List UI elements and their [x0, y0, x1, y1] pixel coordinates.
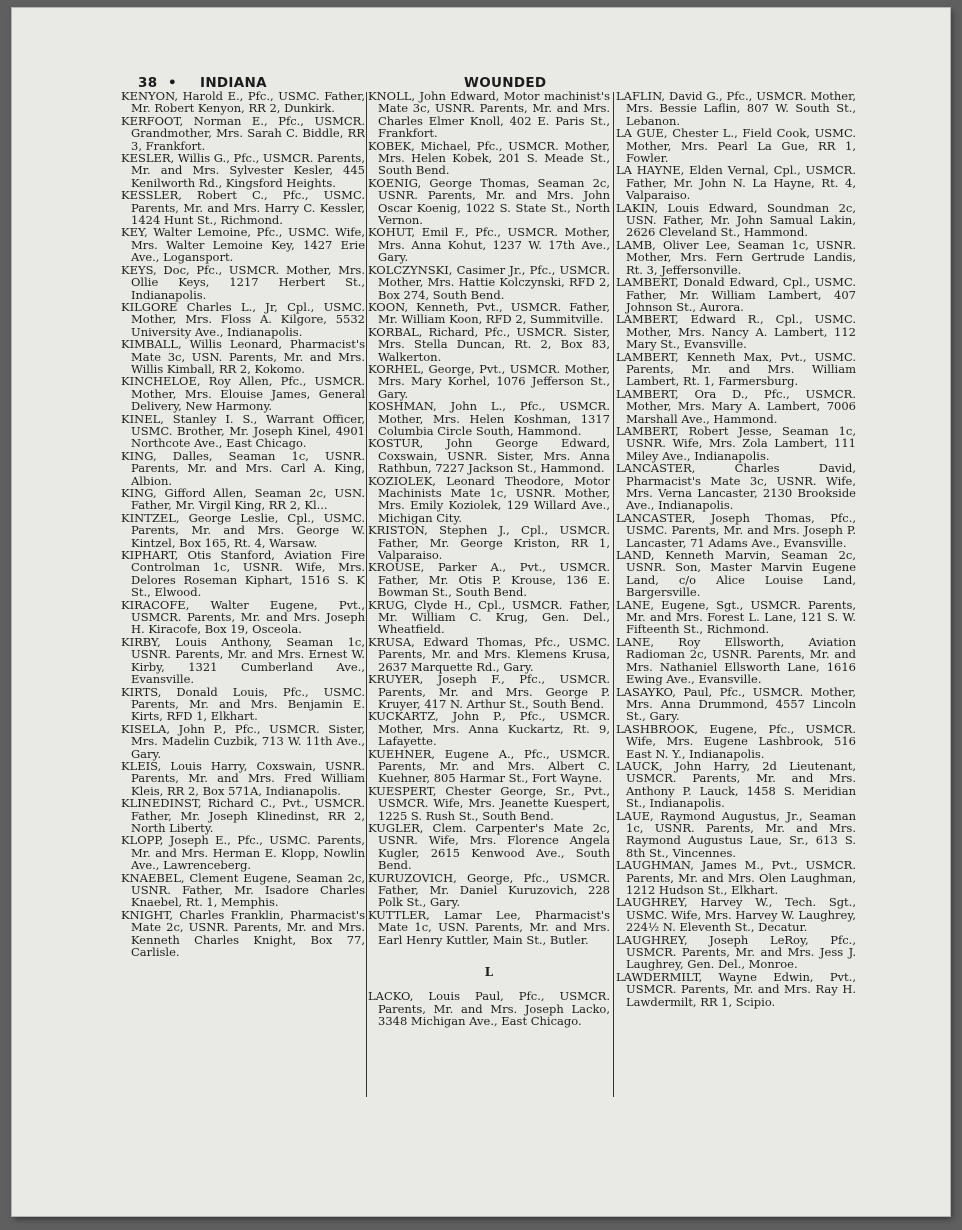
casualty-entry: LAKIN, Louis Edward, Soundman 2c, USN. Father, Mr. John Samual Lakin, 2626 Cleveland St., Hammond.: [616, 200, 856, 240]
casualty-entry: KNIGHT, Charles Franklin, Pharmacist's Mate 2c, USNR. Parents, Mr. and Mrs. Kenneth Charles Knight, Box 77, Carlisle.: [121, 907, 365, 960]
casualty-entry: KRISTON, Stephen J., Cpl., USMCR. Father, Mr. George Kriston, RR 1, Valparaiso.: [368, 523, 610, 563]
casualty-entry: KIRTS, Donald Louis, Pfc., USMC. Parents, Mr. and Mrs. Benjamin E. Kirts, RFD 1, Elkhart.: [121, 684, 365, 724]
casualty-entry: KEY, Walter Lemoine, Pfc., USMC. Wife, Mrs. Walter Lemoine Key, 1427 Erie Ave., Logansport.: [121, 225, 365, 265]
casualty-entry: KOON, Kenneth, Pvt., USMCR. Father, Mr. William Koon, RFD 2, Summitville.: [368, 299, 610, 327]
casualty-entry: LA HAYNE, Elden Vernal, Cpl., USMCR. Father, Mr. John N. La Hayne, Rt. 4, Valparaiso.: [616, 163, 856, 203]
casualty-entry: LAND, Kenneth Marvin, Seaman 2c, USNR. Son, Master Marvin Eugene Land, c/o Alice Louise Land, Bargersville.: [616, 548, 856, 600]
casualty-entry: KENYON, Harold E., Pfc., USMC. Father, Mr. Robert Kenyon, RR 2, Dunkirk.: [121, 90, 365, 116]
casualty-entry: KORHEL, George, Pvt., USMCR. Mother, Mrs. Mary Korhel, 1076 Jefferson St., Gary.: [368, 361, 610, 401]
casualty-entry: LAWDERMILT, Wayne Edwin, Pvt., USMCR. Parents, Mr. and Mrs. Ray H. Lawdermilt, RR 1, Scipio.: [616, 969, 856, 1009]
casualty-entry: KURUZOVICH, George, Pfc., USMCR. Father, Mr. Daniel Kuruzovich, 228 Polk St., Gary.: [368, 870, 610, 910]
casualty-entry: KROUSE, Parker A., Pvt., USMCR. Father, Mr. Otis P. Krouse, 136 E. Bowman St., South Bend.: [368, 560, 610, 600]
casualty-entry: KNAEBEL, Clement Eugene, Seaman 2c, USNR. Father, Mr. Isadore Charles Knaebel, Rt. 1, Memphis.: [121, 870, 365, 910]
casualty-entry: KUCKARTZ, John P., Pfc., USMCR. Mother, Mrs. Anna Kuckartz, Rt. 9, Lafayette.: [368, 709, 610, 749]
casualty-entry: LANCASTER, Joseph Thomas, Pfc., USMC. Parents, Mr. and Mrs. Joseph P. Lancaster, 71 Adams Ave., Evansville.: [616, 510, 856, 550]
casualty-entry: KRUYER, Joseph F., Pfc., USMCR. Parents, Mr. and Mrs. George P. Kruyer, 417 N. Arthur St., South Bend.: [368, 672, 610, 711]
casualty-entry: LAUGHREY, Joseph LeRoy, Pfc., USMCR. Parents, Mr. and Mrs. Jess J. Laughrey, Gen. Del., Monroe.: [616, 932, 856, 972]
casualty-entry: KUGLER, Clem. Carpenter's Mate 2c, USNR. Wife, Mrs. Florence Angela Kugler, 2615 Kenwood Ave., South Bend.: [368, 820, 610, 873]
casualty-entry: LAUGHMAN, James M., Pvt., USMCR. Parents, Mr. and Mrs. Olen Laughman, 1212 Hudson St., Elkhart.: [616, 858, 856, 897]
casualty-entry: KOBEK, Michael, Pfc., USMCR. Mother, Mrs. Helen Kobek, 201 S. Meade St., South Bend.: [368, 138, 610, 178]
casualty-entry: LAMBERT, Ora D., Pfc., USMCR. Mother, Mrs. Mary A. Lambert, 7006 Marshall Ave., Hammond.: [616, 386, 856, 426]
casualty-entry: KRUG, Clyde H., Cpl., USMCR. Father, Mr. William C. Krug, Gen. Del., Wheatfield.: [368, 597, 610, 637]
casualty-entry: KORBAL, Richard, Pfc., USMCR. Sister, Mrs. Stella Duncan, Rt. 2, Box 83, Walkerton.: [368, 324, 610, 364]
casualty-entry: KLINEDINST, Richard C., Pvt., USMCR. Father, Mr. Joseph Klinedinst, RR 2, North Liberty.: [121, 796, 365, 835]
column-rule: [613, 92, 614, 1097]
casualty-entry: KNOLL, John Edward, Motor machinist's Mate 3c, USNR. Parents, Mr. and Mrs. Charles Elmer Knoll, 402 E. Paris St., Frankfort.: [368, 90, 610, 141]
casualty-entry: KINEL, Stanley I. S., Warrant Officer, USMC. Brother, Mr. Joseph Kinel, 4901 Northcote Ave., East Chicago.: [121, 411, 365, 451]
header-bullet: •: [168, 75, 177, 91]
casualty-entry: LACKO, Louis Paul, Pfc., USMCR. Parents, Mr. and Mrs. Joseph Lacko, 3348 Michigan Ave., East Chicago.: [368, 989, 610, 1029]
casualty-entry: LAMBERT, Robert Jesse, Seaman 1c, USNR. Wife, Mrs. Zola Lambert, 111 Miley Ave., Indianapolis.: [616, 423, 856, 463]
header-section: WOUNDED: [464, 75, 547, 91]
casualty-entry: LAUE, Raymond Augustus, Jr., Seaman 1c, USNR. Parents, Mr. and Mrs. Raymond Augustus Laue, Sr., 613 S. 8th St., Vincennes.: [616, 808, 856, 860]
casualty-entry: KOZIOLEK, Leonard Theodore, Motor Machinists Mate 1c, USNR. Mother, Mrs. Emily Koziolek, 129 Willard Ave., Michigan City.: [368, 473, 610, 525]
casualty-entry: LAUGHREY, Harvey W., Tech. Sgt., USMC. Wife, Mrs. Harvey W. Laughrey, 224½ N. Eleventh St., Decatur.: [616, 895, 856, 935]
casualty-entry: KESSLER, Robert C., Pfc., USMC. Parents, Mr. and Mrs. Harry C. Kessler, 1424 Hunt St., Richmond.: [121, 188, 365, 228]
column-1: [121, 90, 365, 1090]
casualty-entry: KOSTUR, John George Edward, Coxswain, USNR. Sister, Mrs. Anna Rathbun, 7227 Jackson St., Hammond.: [368, 436, 610, 476]
casualty-entry: KILGORE Charles L., Jr, Cpl., USMC. Mother, Mrs. Floss A. Kilgore, 5532 University Ave., Indianapolis.: [121, 299, 365, 339]
casualty-entry: LAFLIN, David G., Pfc., USMCR. Mother, Mrs. Bessie Laflin, 807 W. South St., Lebanon.: [616, 90, 856, 128]
casualty-entry: KINCHELOE, Roy Allen, Pfc., USMCR. Mother, Mrs. Elouise James, General Delivery, New Harmony.: [121, 374, 365, 414]
casualty-entry: KUEHNER, Eugene A., Pfc., USMCR. Parents, Mr. and Mrs. Albert C. Kuehner, 805 Harmar St., Fort Wayne.: [368, 746, 610, 786]
casualty-entry: LAMB, Oliver Lee, Seaman 1c, USNR. Mother, Mrs. Fern Gertrude Landis, Rt. 3, Jeffersonville.: [616, 237, 856, 277]
column-2: [368, 90, 610, 1090]
casualty-entry: KLOPP, Joseph E., Pfc., USMC. Parents, Mr. and Mrs. Herman E. Klopp, Nowlin Ave., Lawrenceberg.: [121, 833, 365, 873]
casualty-entry: LANE, Roy Ellsworth, Aviation Radioman 2c, USNR. Parents, Mr. and Mrs. Nathaniel Ellsworth Lane, 1616 Ewing Ave., Evansville.: [616, 634, 856, 687]
casualty-entry: LAUCK, John Harry, 2d Lieutenant, USMCR. Parents, Mr. and Mrs. Anthony P. Lauck, 1458 S. Meridian St., Indianapolis.: [616, 758, 856, 811]
column-rule: [366, 92, 367, 1097]
column-3: [616, 90, 856, 1090]
casualty-entry: LANE, Eugene, Sgt., USMCR. Parents, Mr. and Mrs. Forest L. Lane, 121 S. W. Fifteenth St., Richmond.: [616, 597, 856, 637]
casualty-entry: KUESPERT, Chester George, Sr., Pvt., USMCR. Wife, Mrs. Jeanette Kuespert, 1225 S. Rush St., South Bend.: [368, 783, 610, 823]
casualty-entry: KERFOOT, Norman E., Pfc., USMCR. Grandmother, Mrs. Sarah C. Biddle, RR 3, Frankfort.: [121, 113, 365, 153]
casualty-entry: KIRBY, Louis Anthony, Seaman 1c, USNR. Parents, Mr. and Mrs. Ernest W. Kirby, 1321 Cumberland Ave., Evansville.: [121, 634, 365, 687]
casualty-entry: KOLCZYNSKI, Casimer Jr., Pfc., USMCR. Mother, Mrs. Hattie Kolczynski, RFD 2, Box 274, South Bend.: [368, 262, 610, 302]
casualty-entry: KESLER, Willis G., Pfc., USMCR. Parents, Mr. and Mrs. Sylvester Kesler, 445 Kenilworth Rd., Kingsford Heights.: [121, 151, 365, 190]
casualty-entry: KIRACOFE, Walter Eugene, Pvt., USMCR. Parents, Mr. and Mrs. Joseph H. Kiracofe, Box 19, Osceola.: [121, 597, 365, 637]
casualty-entry: LA GUE, Chester L., Field Cook, USMC. Mother, Mrs. Pearl La Gue, RR 1, Fowler.: [616, 126, 856, 166]
section-letter: L: [484, 965, 494, 980]
casualty-entry: KIMBALL, Willis Leonard, Pharmacist's Mate 3c, USN. Parents, Mr. and Mrs. Willis Kimball, RR 2, Kokomo.: [121, 337, 365, 376]
casualty-entry: KISELA, John P., Pfc., USMCR. Sister, Mrs. Madelin Cuzbik, 713 W. 11th Ave., Gary.: [121, 721, 365, 761]
casualty-entry: LANCASTER, Charles David, Pharmacist's Mate 3c, USNR. Wife, Mrs. Verna Lancaster, 2130 Brookside Ave., Indianapolis.: [616, 461, 856, 513]
casualty-entry: LASAYKO, Paul, Pfc., USMCR. Mother, Mrs. Anna Drummond, 4557 Lincoln St., Gary.: [616, 684, 856, 724]
casualty-entry: KINTZEL, George Leslie, Cpl., USMC. Parents, Mr. and Mrs. George W. Kintzel, Box 165, Rt. 4, Warsaw.: [121, 510, 365, 550]
casualty-entry: LAMBERT, Kenneth Max, Pvt., USMC. Parents, Mr. and Mrs. William Lambert, Rt. 1, Farmersburg.: [616, 349, 856, 389]
casualty-entry: KIPHART, Otis Stanford, Aviation Fire Controlman 1c, USNR. Wife, Mrs. Delores Roseman Kiphart, 1516 S. K St., Elwood.: [121, 548, 365, 600]
casualty-entry: KUTTLER, Lamar Lee, Pharmacist's Mate 1c, USN. Parents, Mr. and Mrs. Earl Henry Kuttler, Main St., Butler.: [368, 907, 610, 947]
page-number: 38: [138, 75, 158, 91]
casualty-entry: LAMBERT, Donald Edward, Cpl., USMC. Father, Mr. William Lambert, 407 Johnson St., Aurora.: [616, 275, 856, 314]
casualty-entry: KLEIS, Louis Harry, Coxswain, USNR. Parents, Mr. and Mrs. Fred William Kleis, RR 2, Box 571A, Indianapolis.: [121, 758, 365, 798]
casualty-entry: KING, Gifford Allen, Seaman 2c, USN. Father, Mr. Virgil King, RR 2, Kl...: [121, 486, 365, 513]
casualty-entry: KOHUT, Emil F., Pfc., USMCR. Mother, Mrs. Anna Kohut, 1237 W. 17th Ave., Gary.: [368, 225, 610, 265]
casualty-entry: KEYS, Doc, Pfc., USMCR. Mother, Mrs. Ollie Keys, 1217 Herbert St., Indianapolis.: [121, 262, 365, 302]
casualty-entry: KING, Dalles, Seaman 1c, USNR. Parents, Mr. and Mrs. Carl A. King, Albion.: [121, 448, 365, 488]
casualty-entry: KRUSA, Edward Thomas, Pfc., USMC. Parents, Mr. and Mrs. Klemens Krusa, 2637 Marquette Rd., Gary.: [368, 634, 610, 674]
casualty-entry: LAMBERT, Edward R., Cpl., USMC. Mother, Mrs. Nancy A. Lambert, 112 Mary St., Evansville.: [616, 312, 856, 352]
header-state: INDIANA: [200, 75, 267, 91]
casualty-entry: LASHBROOK, Eugene, Pfc., USMCR. Wife, Mrs. Eugene Lashbrook, 516 East N. Y., Indianapolis.: [616, 721, 856, 761]
casualty-entry: KOENIG, George Thomas, Seaman 2c, USNR. Parents, Mr. and Mrs. John Oscar Koenig, 1022 S. State St., North Vernon.: [368, 175, 610, 228]
casualty-entry: KOSHMAN, John L., Pfc., USMCR. Mother, Mrs. Helen Koshman, 1317 Columbia Circle South, Hammond.: [368, 399, 610, 438]
